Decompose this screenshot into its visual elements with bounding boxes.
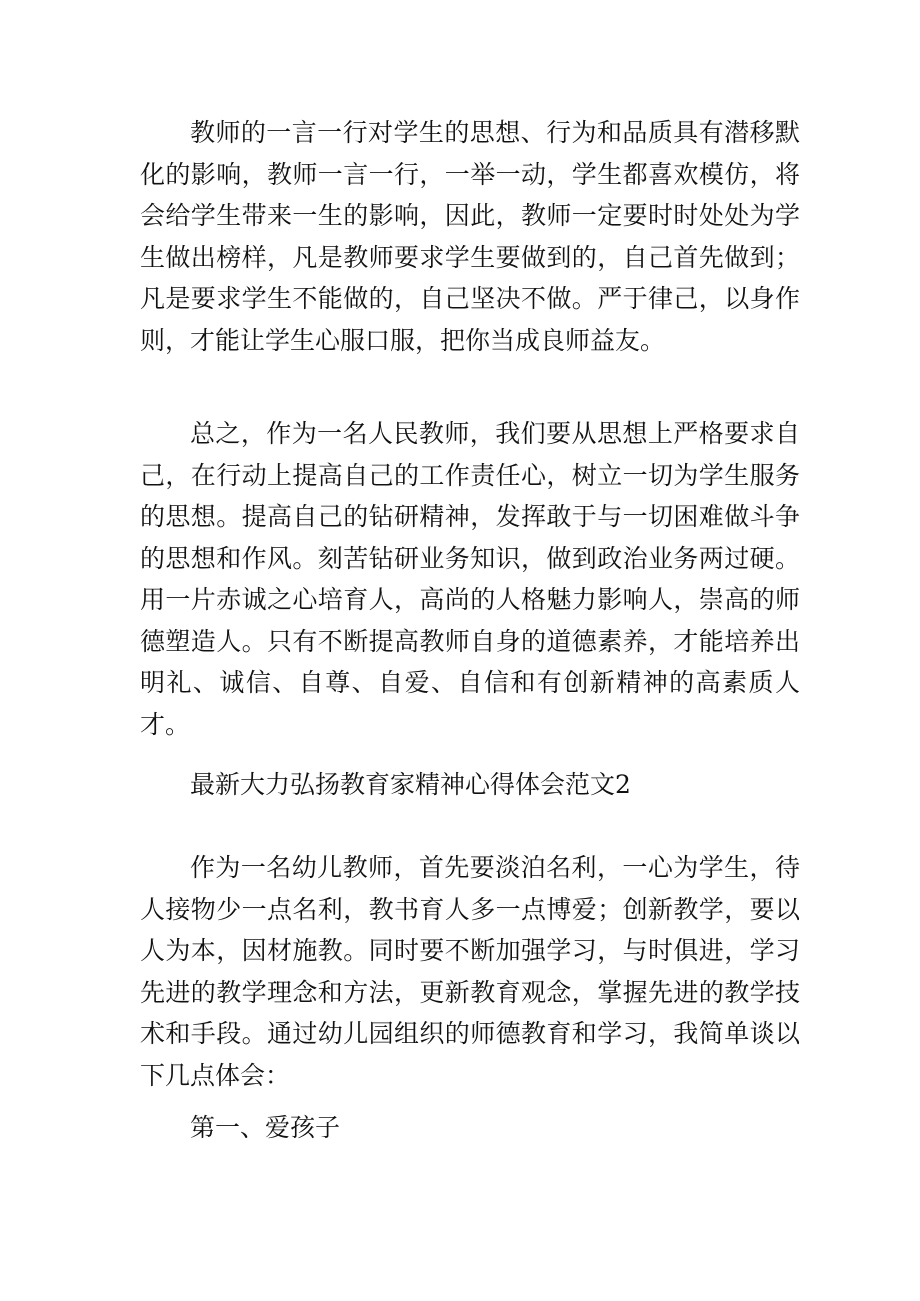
subheading-love-children: 第一、爱孩子 bbox=[190, 1113, 341, 1142]
paragraph-kindergarten-teacher: 作为一名幼儿教师，首先要淡泊名利，一心为学生，待人接物少一点名利，教书育人多一点博爱；创新教学，要以人为本，因材施教。同时要不断加强学习，与时俱进，学习先进的教学理念和方法，更新教育观念，掌握先进的教学技术和手段。通过幼儿园组织的师德教育和学习，我简单谈以下几点体会： bbox=[140, 853, 800, 1090]
paragraph-conclusion: 总之，作为一名人民教师，我们要从思想上严格要求自己，在行动上提高自己的工作责任心，树立一切为学生服务的思想。提高自己的钻研精神，发挥敢于与一切困难做斗争的思想和作风。刻苦钻研业务知识，做到政治业务两过硬。用一片赤诚之心培育人，高尚的人格魅力影响人，崇高的师德塑造人。只有不断提高教师自身的道德素养，才能培养出明礼、诚信、自尊、自爱、自信和有创新精神的高素质人才。 bbox=[140, 419, 800, 739]
section-heading: 最新大力弘扬教育家精神心得体会范文2 bbox=[190, 770, 631, 799]
paragraph-teacher-example: 教师的一言一行对学生的思想、行为和品质具有潜移默化的影响，教师一言一行，一举一动，学生都喜欢模仿，将会给学生带来一生的影响，因此，教师一定要时时处处为学生做出榜样，凡是教师要求学生要做到的，自己首先做到；凡是要求学生不能做的，自己坚决不做。严于律己，以身作则，才能让学生心服口服，把你当成良师益友。 bbox=[140, 118, 800, 355]
